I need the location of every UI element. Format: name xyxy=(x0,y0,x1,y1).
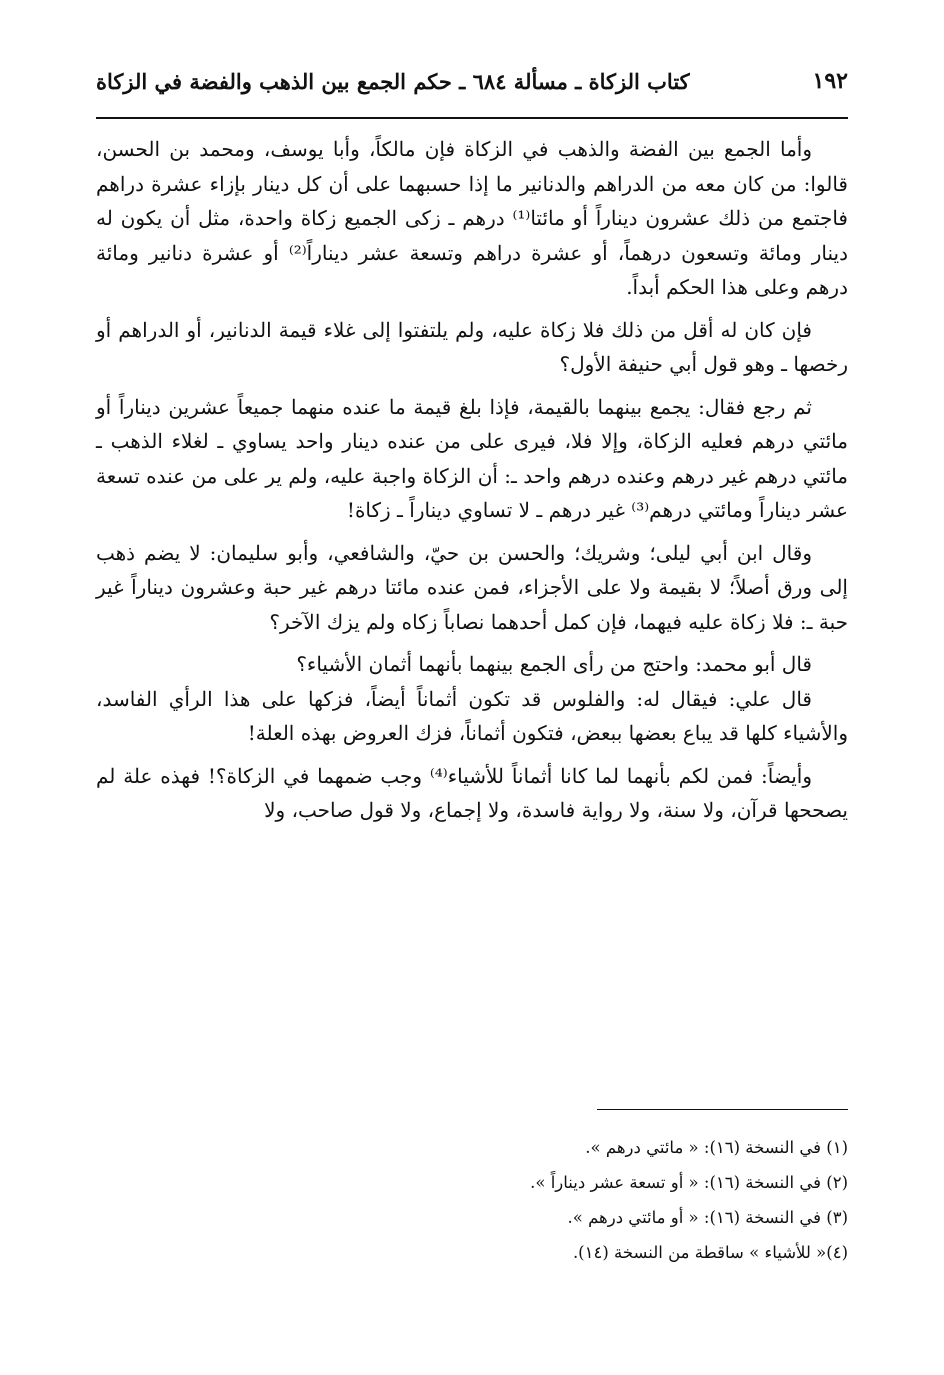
paragraph-3: ثم رجع فقال: يجمع بينهما بالقيمة، فإذا بلغ قيمة ما عنده منهما جميعاً عشرين ديناراً أو مائتي درهم فعليه الزكاة، وإلا فلا، فيرى على من عنده دينار واحد يساوي ـ لغلاء الذهب ـ مائتي درهم غير درهم وعنده درهم واحد ـ: أن الزكاة واجبة عليه، ولم ير على من عنده تسعة عشر ديناراً ومائتي درهم⁽³⁾ غير درهم ـ لا تساوي ديناراً ـ زكاة! xyxy=(96,394,848,522)
page-number: ١٩٢ xyxy=(812,68,848,94)
paragraph-2: فإن كان له أقل من ذلك فلا زكاة عليه، ولم يلتفتوا إلى غلاء قيمة الدنانير، أو الدراهم أو رخصها ـ وهو قول أبي حنيفة الأول؟ xyxy=(96,317,848,376)
footnotes xyxy=(96,1130,848,1270)
paragraph-4: وقال ابن أبي ليلى؛ وشريك؛ والحسن بن حيّ، والشافعي، وأبو سليمان: لا يضم ذهب إلى ورق أصلاً؛ لا بقيمة ولا على الأجزاء، فمن عنده مائتا درهم غير حبة وعشرون ديناراً غير حبة ـ: فلا زكاة عليه فيهما، فإن كمل أحدهما نصاباً زكاه ولم يزك الآخر؟ xyxy=(96,540,848,634)
footnote-4: (٤)« للأشياء » ساقطة من النسخة (١٤). xyxy=(572,1243,848,1262)
footnote-divider xyxy=(597,1109,848,1110)
main-text xyxy=(96,132,848,836)
footnote-2: (٢) في النسخة (١٦): « أو تسعة عشر ديناراً ». xyxy=(530,1173,848,1192)
running-title: كتاب الزكاة ـ مسألة ٦٨٤ ـ حكم الجمع بين الذهب والفضة في الزكاة xyxy=(96,68,690,94)
footnote-3: (٣) في النسخة (١٦): « أو مائتي درهم ». xyxy=(567,1208,848,1227)
paragraph-1: وأما الجمع بين الفضة والذهب في الزكاة فإن مالكاً، وأبا يوسف، ومحمد بن الحسن، قالوا: من كان معه من الدراهم والدنانير ما إذا حسبهما على أن كل دينار بإزاء عشرة دراهم فاجتمع من ذلك عشرون ديناراً أو مائتا⁽¹⁾ درهم ـ زكى الجميع زكاة واحدة، مثل أن يكون له دينار ومائة وتسعون درهماً، أو عشرة دراهم وتسعة عشر ديناراً⁽²⁾ أو عشرة دنانير ومائة درهم وعلى هذا الحكم أبداً. xyxy=(96,137,848,299)
paragraph-5: قال أبو محمد: واحتج من رأى الجمع بينهما بأنهما أثمان الأشياء؟ xyxy=(296,652,812,676)
paragraph-7: وأيضاً: فمن لكم بأنهما لما كانا أثماناً للأشياء⁽⁴⁾ وجب ضمهما في الزكاة؟! فهذه علة لم يصححها قرآن، ولا سنة، ولا رواية فاسدة، ولا إجماع، ولا قول صاحب، ولا xyxy=(96,763,848,822)
footnote-1: (١) في النسخة (١٦): « مائتي درهم ». xyxy=(585,1138,848,1157)
paragraph-6: قال علي: فيقال له: والفلوس قد تكون أثماناً أيضاً، فزكها على هذا الرأي الفاسد، والأشياء كلها قد يباع بعضها ببعض، فتكون أثماناً، فزك العروض بهذه العلة! xyxy=(96,686,848,745)
page-header xyxy=(96,58,848,104)
header-divider xyxy=(96,117,848,119)
